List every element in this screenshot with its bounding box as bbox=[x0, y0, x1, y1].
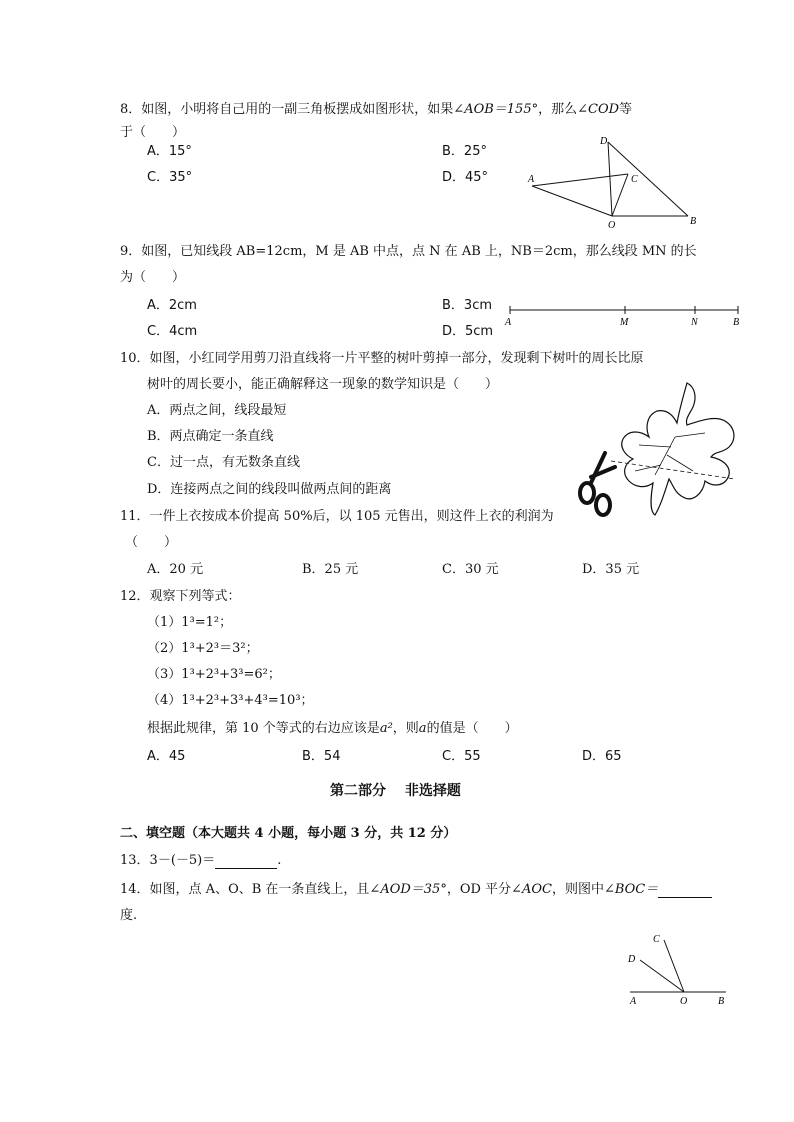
fig-line-AC bbox=[532, 174, 628, 186]
q11-option-c[interactable]: C．30 元 bbox=[442, 562, 499, 577]
q14-line2: 度. bbox=[120, 908, 138, 923]
q14-angle-figure bbox=[622, 928, 734, 1008]
q13-answer-blank[interactable] bbox=[215, 853, 277, 869]
q11-option-b[interactable]: B．25 元 bbox=[302, 562, 359, 577]
angle-label-b: B bbox=[718, 996, 725, 1007]
q10-line1: 10．如图，小红同学用剪刀沿直线将一片平整的树叶剪掉一部分，发现剩下树叶的周长比原 bbox=[120, 351, 644, 366]
q12-number: 12． bbox=[120, 589, 150, 604]
fig-label-d: D bbox=[600, 136, 608, 147]
angle-label-a: A bbox=[630, 996, 637, 1007]
q10-number: 10． bbox=[120, 351, 150, 366]
q12-eq-3: （3）1³+2³+3³=6²； bbox=[147, 667, 281, 682]
q14-number: 14． bbox=[120, 882, 150, 897]
q12-option-c[interactable]: C．55 bbox=[442, 749, 481, 764]
fig-label-b: B bbox=[690, 216, 697, 227]
q8-line2: 于（ ） bbox=[120, 125, 186, 140]
q8-option-a[interactable]: A．15° bbox=[147, 144, 192, 159]
leaf-icon bbox=[622, 383, 734, 515]
q9-option-c[interactable]: C．4cm bbox=[147, 324, 198, 339]
q8-option-d[interactable]: D．45° bbox=[442, 170, 489, 185]
q12-option-a[interactable]: A．45 bbox=[147, 749, 186, 764]
seg-label-a: A bbox=[505, 317, 512, 328]
scissors-icon bbox=[580, 453, 615, 515]
q10-option-b[interactable]: B．两点确定一条直线 bbox=[147, 429, 274, 444]
q9-option-a[interactable]: A．2cm bbox=[147, 298, 197, 313]
q10-option-c[interactable]: C．过一点，有无数条直线 bbox=[147, 455, 300, 470]
q9-line2: 为（ ） bbox=[120, 270, 186, 285]
q11-line1: 11．一件上衣按成本价提高 50%后，以 105 元售出，则这件上衣的利润为 bbox=[120, 509, 554, 524]
q11-line2: （ ） bbox=[125, 535, 178, 550]
q9-option-d[interactable]: D．5cm bbox=[442, 324, 494, 339]
leaf-scissors-figure bbox=[575, 375, 745, 525]
q12-rule-line: 根据此规律，第 10 个等式的右边应该是a²，则a的值是（ ） bbox=[147, 721, 518, 736]
fig-label-a: A bbox=[528, 174, 535, 185]
q12-line1: 12．观察下列等式： bbox=[120, 589, 241, 604]
q8-number: 8． bbox=[120, 102, 142, 117]
fig-label-c: C bbox=[631, 174, 638, 185]
fig-label-o: O bbox=[608, 220, 616, 230]
q12-eq-4: （4）1³+2³+3³+4³=10³； bbox=[147, 693, 314, 708]
q9-line1: 9．如图，已知线段 AB=12cm，M 是 AB 中点，点 N 在 AB 上，NB＝2cm，那么线段 MN 的长 bbox=[120, 244, 697, 259]
seg-label-m: M bbox=[620, 317, 629, 328]
q9-number: 9． bbox=[120, 244, 142, 259]
q12-eq-1: （1）1³=1²； bbox=[147, 615, 233, 630]
angle-label-c: C bbox=[653, 934, 660, 945]
q11-option-a[interactable]: A．20 元 bbox=[147, 562, 204, 577]
q13-line: 13．3－(－5)＝ . bbox=[120, 853, 282, 868]
angle-label-d: D bbox=[628, 954, 636, 965]
q8-option-b[interactable]: B．25° bbox=[442, 144, 487, 159]
q13-number: 13． bbox=[120, 853, 150, 868]
q9-option-b[interactable]: B．3cm bbox=[442, 298, 493, 313]
q9-segment-figure bbox=[500, 300, 750, 330]
q11-option-d[interactable]: D．35 元 bbox=[582, 562, 640, 577]
q14-answer-blank[interactable] bbox=[658, 882, 712, 898]
q8-line1: 8．如图，小明将自己用的一副三角板摆成如图形状，如果∠AOB＝155°，那么∠COD等 bbox=[120, 102, 633, 117]
q14-line1: 14．如图，点 A、O、B 在一条直线上，且∠AOD＝35°，OD 平分∠AOC，则图中∠BOC＝ bbox=[120, 878, 712, 898]
seg-label-n: N bbox=[691, 317, 698, 328]
q8-triangle-figure bbox=[520, 130, 710, 230]
part2-title: 第二部分 非选择题 bbox=[330, 783, 461, 799]
q10-option-d[interactable]: D．连接两点之间的线段叫做两点间的距离 bbox=[147, 482, 392, 497]
q12-option-b[interactable]: B．54 bbox=[302, 749, 341, 764]
q12-option-d[interactable]: D．65 bbox=[582, 749, 622, 764]
q8-option-c[interactable]: C．35° bbox=[147, 170, 193, 185]
fig-line-DO bbox=[608, 142, 612, 216]
seg-label-b: B bbox=[733, 317, 740, 328]
q10-line2: 树叶的周长要小，能正确解释这一现象的数学知识是（ ） bbox=[147, 377, 499, 392]
q12-eq-2: （2）1³+2³＝3²； bbox=[147, 641, 259, 656]
fig-line-CO bbox=[612, 174, 628, 216]
q10-option-a[interactable]: A．两点之间，线段最短 bbox=[147, 403, 287, 418]
angle-label-o: O bbox=[680, 996, 688, 1007]
section-fill-blank-header: 二、填空题（本大题共 4 小题，每小题 3 分，共 12 分） bbox=[120, 826, 457, 841]
q11-number: 11． bbox=[120, 509, 150, 524]
fig-line-DB bbox=[608, 142, 688, 216]
fig-line-AO bbox=[532, 186, 612, 216]
